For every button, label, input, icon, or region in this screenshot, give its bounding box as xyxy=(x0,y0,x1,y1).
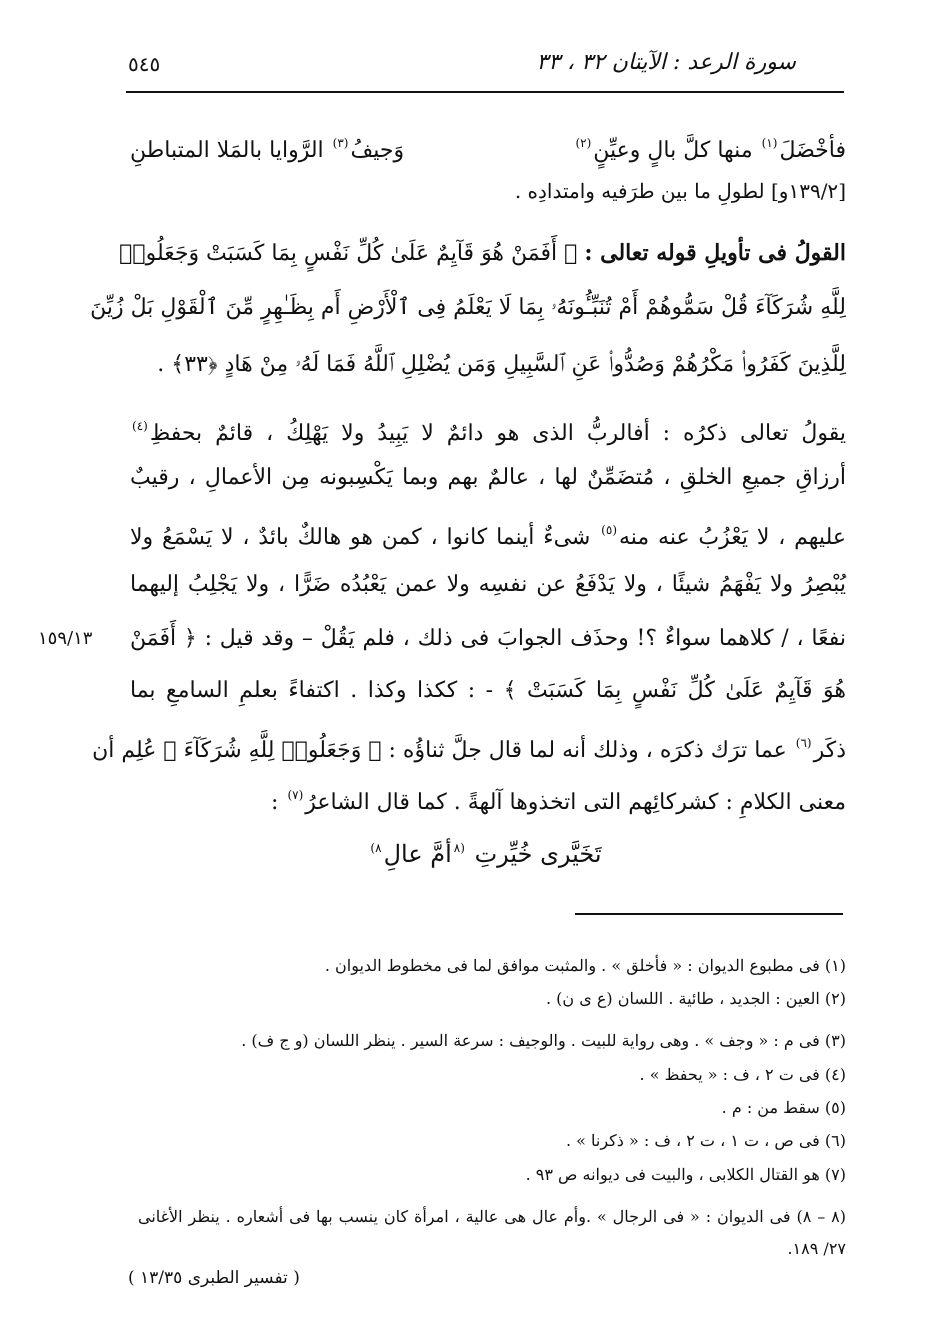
quran-line-2: لِلَّهِ شُرَكَآءَ قُلْ سَمُّوهُمْ أَمْ تُنَبِّـُٔونَهُۥ بِمَا لَا يَعْلَمُ فِى ٱلْأَرْضِ أَم بِظَـٰهِرٍ مِّنَ ٱلْقَوْلِ بَلْ زُيِّنَ xyxy=(90,295,846,320)
body-line-6: هُوَ قَآيِمٌ عَلَىٰ كُلِّ نَفْسٍ بِمَا كَسَبَتْ ﴾ - : ككذا وكذا . اكتفاءً بعلمِ السامعِ بما xyxy=(130,678,846,703)
body-text: : xyxy=(271,790,279,815)
body-line-4: يُبْصِرُ ولا يَفْهَمُ شيئًا ، ولا يَدْفَعُ عن نفسِه ولا عمن يَعْبُدُه ضَرًّا ، ولا يَجْلِبُ إليهما xyxy=(130,572,846,597)
quran-line-1 xyxy=(119,238,846,269)
header-rule xyxy=(126,91,844,93)
verse-text: منها كلَّ بالٍ وعيِّنٍ xyxy=(593,138,753,163)
footnote-ref[interactable]: (٧) xyxy=(287,788,304,802)
footnote-ref[interactable]: (٥) xyxy=(601,523,617,537)
verse-text: الرَّوايا بالمَلا المتباطنِ xyxy=(130,138,324,163)
body-text: ذكَر xyxy=(813,738,846,763)
footnote-2: (٢) العين : الجديد ، طائية . اللسان (ع ى ن) . xyxy=(546,989,846,1008)
footnote-ref[interactable]: (٨ xyxy=(453,841,465,855)
footnote-ref[interactable]: (٤) xyxy=(132,419,148,433)
body-line-3 xyxy=(130,515,846,553)
footnote-rule xyxy=(575,913,843,915)
quran-line-3: لِلَّذِينَ كَفَرُوا۟ مَكْرُهُمْ وَصُدُّوا۟ عَنِ ٱلسَّبِيلِ وَمَن يُضْلِلِ ٱللَّهُ فَمَا لَهُۥ مِنْ هَادٍ ﴿٣٣﴾ . xyxy=(157,352,846,377)
footnote-ref[interactable]: (٣) xyxy=(332,136,349,150)
body-line-8 xyxy=(130,780,846,818)
footnote-7: (٧) هو القتال الكلابى ، والبيت فى ديوانه ص ٩٣ . xyxy=(525,1165,846,1184)
body-text: شىءٌ أينما كانوا ، كمن هو هالكٌ بائدٌ ، لا يَسْمَعُ ولا xyxy=(130,525,591,550)
footnote-8-continued: ٢٧/ ١٨٩. xyxy=(787,1239,846,1258)
body-text: يقولُ تعالى ذكرُه : أفالربُّ الذى هو دائمٌ لا يَبِيدُ ولا يَهْلِكُ ، قائمٌ بحفظِ xyxy=(149,421,846,446)
margin-reference: ١٥٩/١٣ xyxy=(38,628,93,649)
running-title: سورة الرعد : الآيتان ٣٢ ، ٣٣ xyxy=(536,50,796,75)
line-ms-ref: [١٣٩/٢و] لطولِ ما بين طرَفيه وامتدادِه . xyxy=(514,179,846,203)
footnote-6: (٦) فى ص ، ت ١ ، ت ٢ ، ف : « ذكرنا » . xyxy=(565,1131,846,1150)
footnote-3: (٣) فى م : « وجف » . وهى رواية للبيت . والوجيف : سرعة السير . ينظر اللسان (و ج ف) . xyxy=(241,1031,846,1050)
poem-text: تَخَيَّرى خُيِّرتِ xyxy=(474,840,602,868)
body-line-5: نفعًا ، / كلاهما سواءٌ ؟! وحذَف الجوابَ فى ذلك ، فلم يَقُلْ – وقد قيل : ﴿ أَفَمَنْ xyxy=(130,626,846,651)
verse-hemistich-2 xyxy=(130,128,404,166)
body-text: عما ترَك ذكرَه ، وذلك أنه لما قال جلَّ ثناؤُه : ﴿ وَجَعَلُوا۟ لِلَّهِ شُرَكَآءَ ﴾ عُلِم أن xyxy=(92,738,787,763)
poem-text: أمَّ عالِ xyxy=(383,840,452,868)
body-line-2: أرزاقِ جميعِ الخلقِ ، مُتضَمِّنٌ لها ، عالمٌ بهم وبما يَكْسِبونه مِن الأعمالِ ، رقيبٌ xyxy=(130,465,846,490)
footnote-1: (١) فى مطبوع الديوان : « فأخلق » . والمثبت موافق لما فى مخطوط الديوان . xyxy=(324,956,846,975)
footnote-ref[interactable]: (١) xyxy=(761,136,778,150)
quran-text: ﴿ أَفَمَنْ هُوَ قَآيِمٌ عَلَىٰ كُلِّ نَفْسٍ بِمَا كَسَبَتْ وَجَعَلُوا۟ xyxy=(119,241,578,266)
body-text: معنى الكلامِ : كشركائِهم التى اتخذوها آلهةً . كما قال الشاعرُ xyxy=(305,790,846,815)
body-line-1 xyxy=(130,411,846,449)
footnote-ref[interactable]: ٨) xyxy=(370,841,382,855)
verse-word: وَجيفُ xyxy=(350,138,405,163)
body-line-7 xyxy=(92,728,846,766)
poem-line xyxy=(126,840,844,868)
body-text: عليهم ، لا يَعْزُبُ عنه منه xyxy=(619,525,846,550)
page-number: ٥٤٥ xyxy=(128,52,161,76)
section-heading: القولُ فى تأويلِ قوله تعالى : xyxy=(584,240,846,266)
footnote-ref[interactable]: (٦) xyxy=(795,736,812,750)
footer-signature: ( تفسير الطبرى ١٣/٣٥ ) xyxy=(128,1268,300,1288)
footnote-8: (٨ – ٨) فى الديوان : « فى الرجال » .وأم عال هى عالية ، امرأة كان ينسب بها فى أشعاره . ينظر الأغانى xyxy=(138,1207,846,1226)
footnote-ref[interactable]: (٢) xyxy=(575,136,592,150)
verse-word: فأخْضَلَ xyxy=(779,138,846,163)
verse-line xyxy=(130,128,846,166)
footnote-5: (٥) سقط من : م . xyxy=(721,1098,846,1117)
footnote-4: (٤) فى ت ٢ ، ف : « يحفظ » . xyxy=(639,1065,846,1084)
verse-hemistich-1 xyxy=(573,128,846,166)
